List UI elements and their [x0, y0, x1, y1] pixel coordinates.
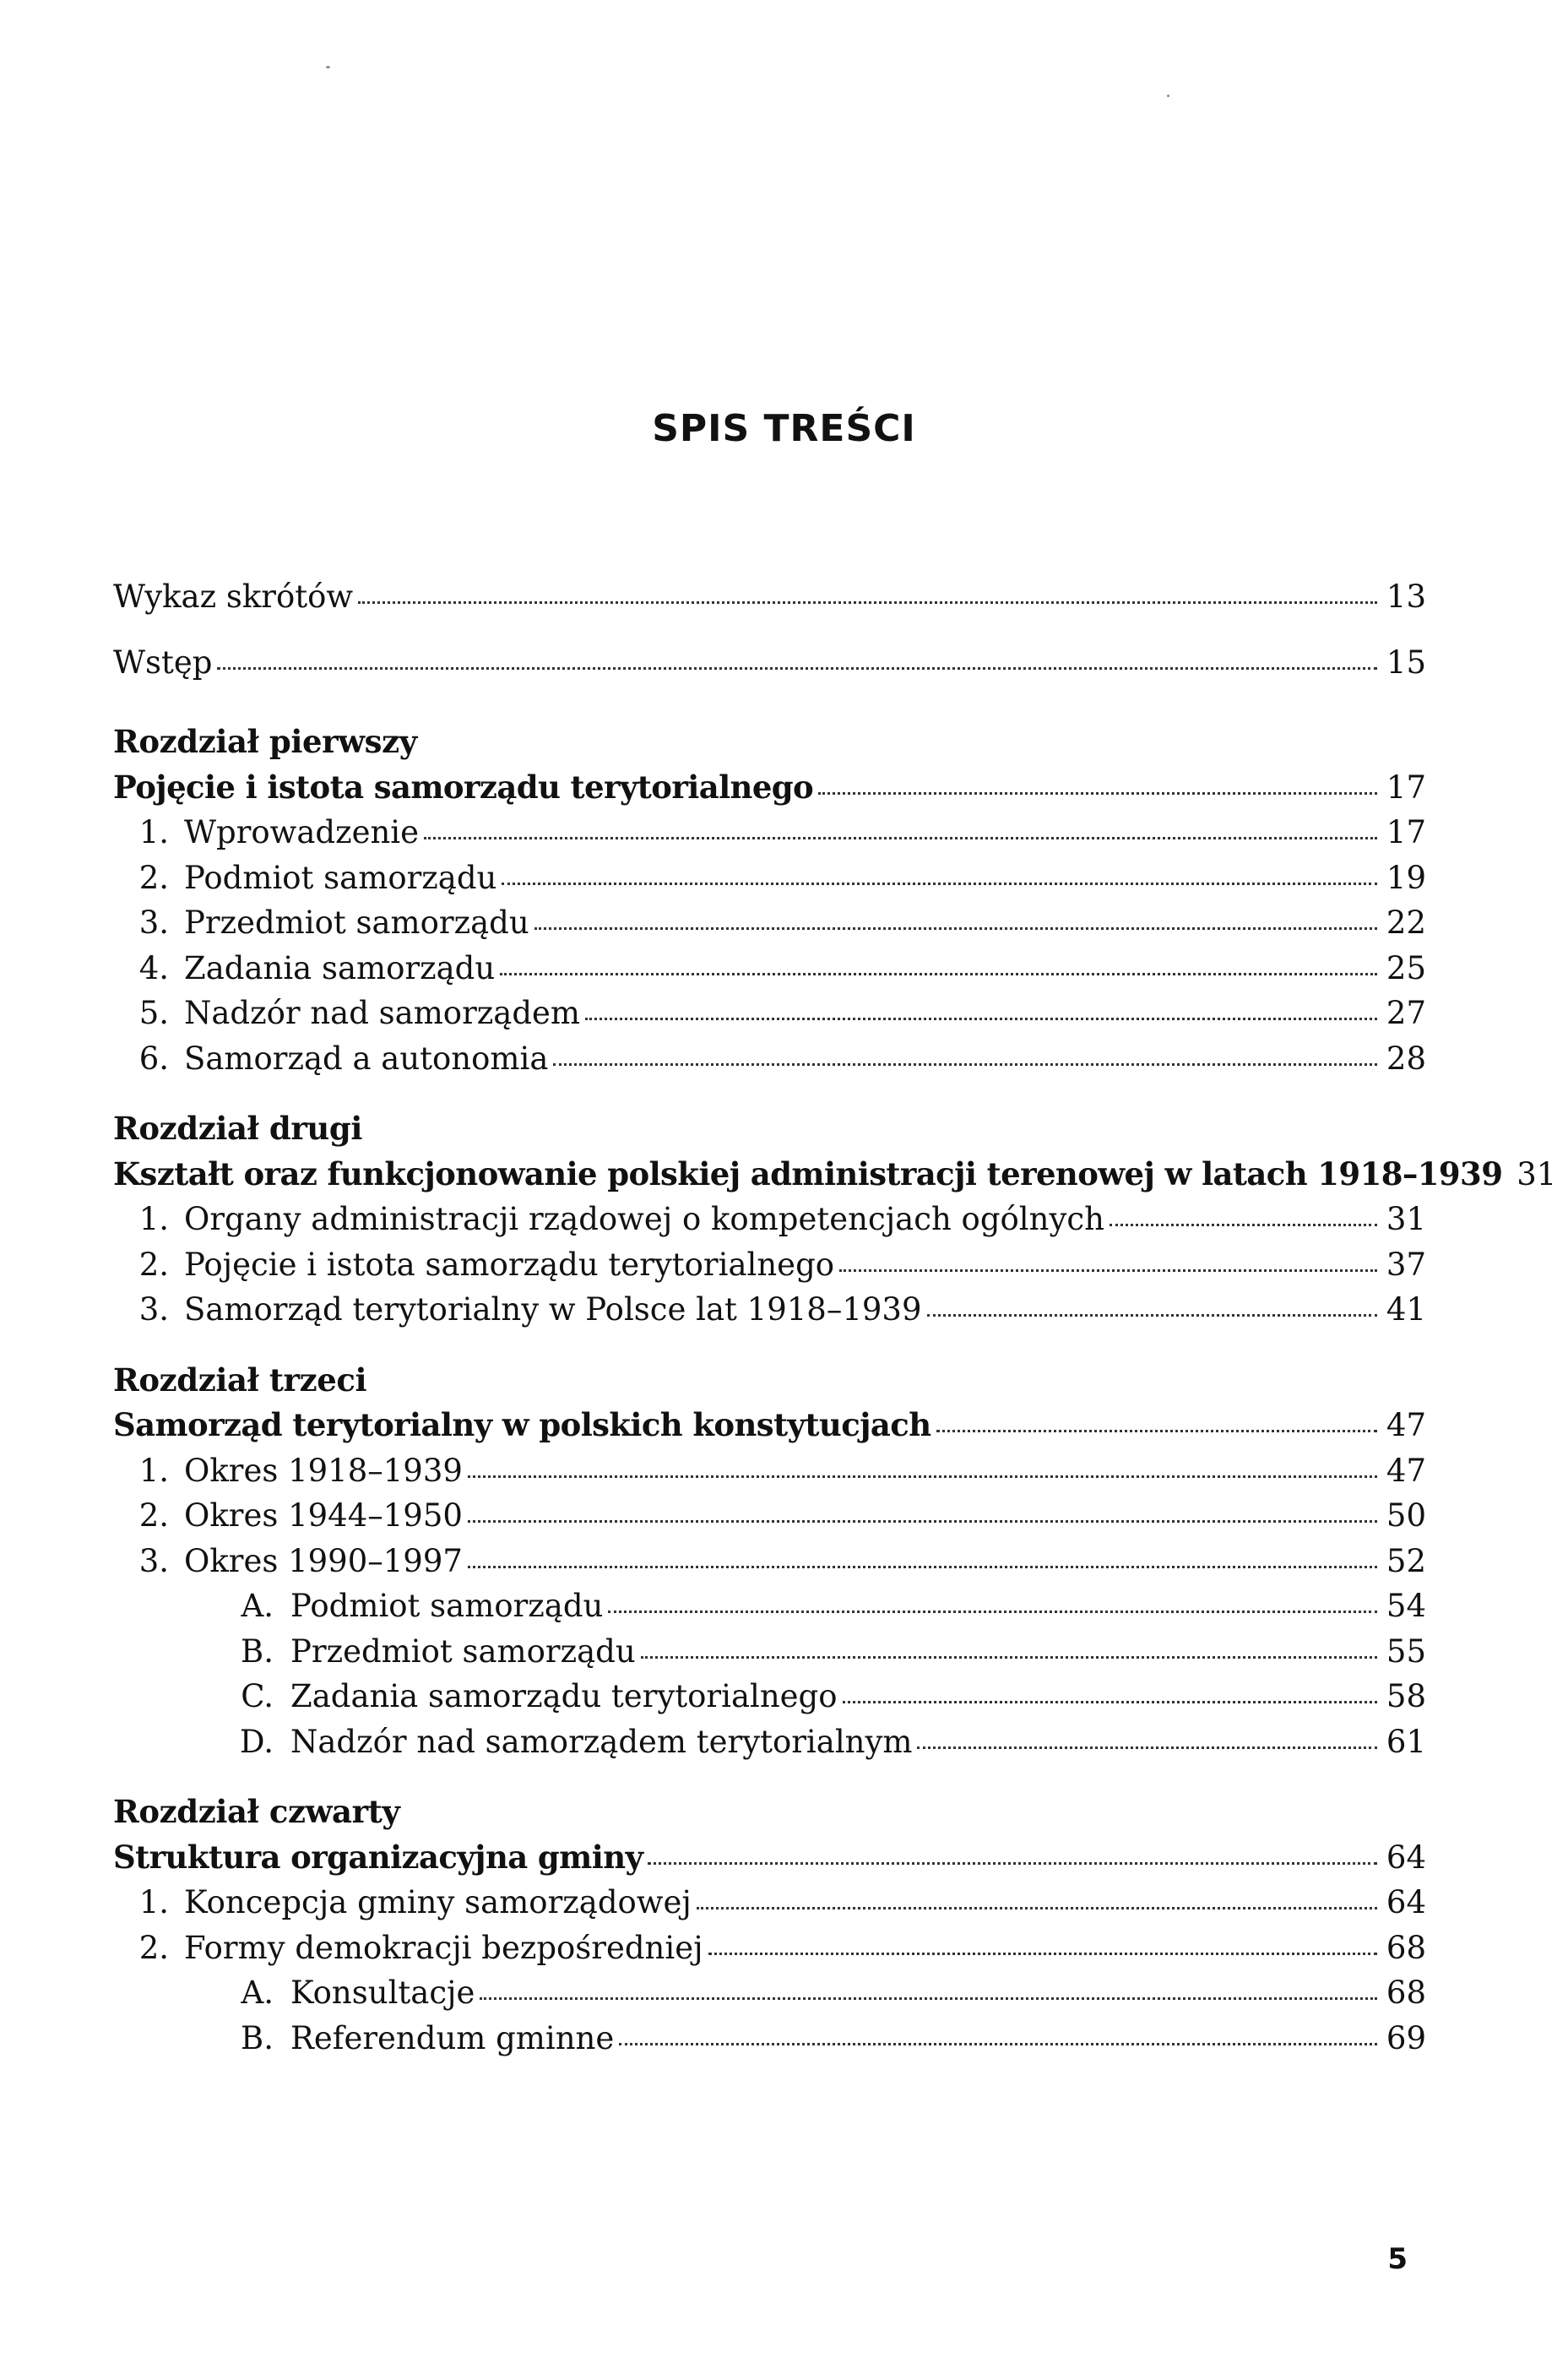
chapter-label: Rozdział trzeci — [113, 1361, 367, 1399]
chapter-title-entry[interactable] — [113, 1403, 1426, 1448]
entry-number: 1. — [138, 814, 169, 850]
toc-entry[interactable] — [113, 1493, 1426, 1539]
toc-entry-page: 52 — [1386, 1542, 1426, 1579]
toc-entry-abbreviations[interactable] — [113, 564, 1426, 630]
entry-number: 6. — [138, 1040, 169, 1077]
toc-entry-page: 55 — [1386, 1632, 1426, 1670]
chapter-title-entry[interactable] — [113, 765, 1426, 811]
toc-entry-page: 27 — [1386, 995, 1426, 1031]
toc-entry-page: 47 — [1386, 1452, 1426, 1489]
dot-leader — [585, 1018, 1377, 1020]
dot-leader — [424, 837, 1377, 839]
entry-number: 4. — [138, 949, 169, 986]
toc-entry[interactable] — [113, 946, 1426, 991]
toc-entry-page: 31 — [1516, 1155, 1557, 1192]
dot-leader — [553, 1063, 1377, 1066]
toc-entry-page: 41 — [1386, 1291, 1426, 1328]
chapter-label: Rozdział czwarty — [113, 1793, 400, 1830]
toc-entry-label: Okres 1944–1950 — [184, 1497, 463, 1534]
toc-entry-page: 61 — [1386, 1723, 1426, 1760]
toc-entry-label: Okres 1990–1997 — [184, 1542, 463, 1579]
subentry-letter: A. — [241, 1975, 274, 2011]
dot-leader — [534, 927, 1377, 930]
toc-entry-label: Wstęp — [113, 644, 213, 681]
toc-entry-label: Formy demokracji bezpośredniej — [184, 1929, 703, 1966]
entry-number: 2. — [138, 1497, 169, 1534]
dot-leader — [917, 1746, 1377, 1749]
table-of-contents — [113, 564, 1557, 2061]
toc-entry-page: 58 — [1386, 1678, 1426, 1714]
entry-number: 1. — [138, 1884, 169, 1920]
toc-entry-page: 17 — [1386, 814, 1426, 850]
dot-leader — [648, 1862, 1377, 1865]
toc-entry-page: 25 — [1386, 949, 1426, 986]
dot-leader — [927, 1314, 1377, 1317]
entry-number: 2. — [138, 859, 169, 896]
toc-entry-page: 28 — [1386, 1040, 1426, 1077]
toc-entry[interactable] — [113, 1880, 1426, 1926]
chapter-title-entry[interactable] — [113, 1152, 1557, 1198]
toc-entry-page: 17 — [1386, 769, 1426, 806]
dot-leader — [1110, 1224, 1377, 1226]
entry-number: 5. — [138, 995, 169, 1031]
dot-leader — [468, 1566, 1377, 1568]
toc-entry-page: 31 — [1386, 1201, 1426, 1237]
toc-entry-page: 22 — [1386, 904, 1426, 941]
toc-subentry[interactable] — [113, 1970, 1426, 2016]
toc-entry[interactable] — [113, 1197, 1426, 1242]
toc-entry-page: 15 — [1386, 644, 1426, 681]
chapter-label: Rozdział pierwszy — [113, 723, 417, 760]
dot-leader — [839, 1269, 1377, 1272]
toc-entry-page: 19 — [1386, 859, 1426, 896]
toc-subentry[interactable] — [113, 1629, 1426, 1675]
toc-entry-label: Koncepcja gminy samorządowej — [184, 1884, 692, 1920]
toc-entry-label: Nadzór nad samorządem — [184, 995, 580, 1031]
toc-entry-label: Samorząd a autonomia — [184, 1040, 549, 1077]
chapter-title-entry[interactable] — [113, 1835, 1426, 1881]
dot-leader — [641, 1656, 1377, 1659]
toc-entry[interactable] — [113, 1539, 1426, 1584]
dot-leader — [936, 1430, 1377, 1432]
dot-leader — [480, 1997, 1377, 2000]
toc-entry-label: Podmiot samorządu — [184, 859, 497, 896]
chapter-label: Rozdział drugi — [113, 1110, 363, 1147]
entry-number: 3. — [138, 1542, 169, 1579]
dot-leader — [468, 1520, 1377, 1523]
toc-entry-page: 13 — [1386, 579, 1426, 615]
dot-leader — [608, 1611, 1377, 1613]
dot-leader — [358, 601, 1377, 604]
dot-leader — [217, 667, 1377, 670]
toc-entry-page: 50 — [1386, 1497, 1426, 1534]
toc-entry-label: Samorząd terytorialny w Polsce lat 1918–1939 — [184, 1291, 922, 1328]
dot-leader — [818, 792, 1377, 795]
entry-number: 3. — [138, 904, 169, 941]
dot-leader — [468, 1475, 1377, 1478]
toc-entry-page: 37 — [1386, 1246, 1426, 1283]
toc-entry[interactable] — [113, 1448, 1426, 1494]
toc-entry-label: Podmiot samorządu — [290, 1588, 604, 1624]
toc-entry[interactable] — [113, 991, 1426, 1036]
toc-subentry[interactable] — [113, 1674, 1426, 1719]
chapter-title: Struktura organizacyjna gminy — [113, 1838, 643, 1876]
entry-number: 1. — [138, 1201, 169, 1237]
toc-entry-page: 47 — [1386, 1407, 1426, 1443]
toc-entry-label: Nadzór nad samorządem terytorialnym — [290, 1723, 913, 1760]
dot-leader — [843, 1701, 1377, 1703]
entry-number: 2. — [138, 1246, 169, 1283]
toc-entry-label: Wykaz skrótów — [113, 579, 354, 615]
dot-leader — [697, 1907, 1377, 1909]
toc-entry-label: Konsultacje — [290, 1975, 475, 2011]
toc-entry-label: Pojęcie i istota samorządu terytorialnego — [184, 1246, 835, 1283]
toc-entry-label: Przedmiot samorządu — [184, 904, 529, 941]
toc-entry[interactable] — [113, 1287, 1426, 1333]
toc-entry-label: Zadania samorządu terytorialnego — [290, 1678, 838, 1714]
toc-entry-page: 64 — [1386, 1839, 1426, 1876]
page-number: 5 — [1387, 2242, 1408, 2276]
toc-subentry[interactable] — [113, 1583, 1426, 1629]
dot-leader — [619, 2043, 1377, 2045]
toc-entry-introduction[interactable] — [113, 630, 1426, 696]
toc-subentry[interactable] — [113, 1719, 1426, 1765]
subentry-letter: B. — [241, 1632, 274, 1670]
subentry-letter: B. — [241, 2019, 274, 2056]
toc-entry[interactable] — [113, 900, 1426, 946]
dot-leader — [502, 883, 1377, 885]
toc-entry[interactable] — [113, 1242, 1426, 1288]
toc-entry[interactable] — [113, 1926, 1426, 1971]
subentry-letter: C. — [241, 1678, 274, 1714]
toc-entry-label: Okres 1918–1939 — [184, 1452, 463, 1489]
subentry-letter: D. — [239, 1723, 274, 1760]
entry-number: 3. — [138, 1291, 169, 1328]
page-title: SPIS TREŚCI — [652, 407, 916, 450]
toc-entry[interactable] — [113, 856, 1426, 901]
chapter-title: Kształt oraz funkcjonowanie polskiej administracji terenowej w latach 1918–1939 — [113, 1154, 1503, 1192]
subentry-letter: A. — [241, 1588, 274, 1624]
entry-number: 2. — [138, 1929, 169, 1966]
toc-entry-label: Organy administracji rządowej o kompetencjach ogólnych — [184, 1201, 1104, 1237]
entry-number: 1. — [138, 1452, 169, 1489]
chapter-title: Samorząd terytorialny w polskich konstytucjach — [113, 1406, 931, 1443]
scan-speck — [1167, 95, 1169, 97]
toc-entry[interactable] — [113, 1036, 1426, 1082]
toc-entry-page: 69 — [1386, 2019, 1426, 2056]
toc-entry[interactable] — [113, 810, 1426, 856]
toc-entry-label: Zadania samorządu — [184, 949, 496, 986]
toc-entry-page: 68 — [1386, 1975, 1426, 2011]
toc-entry-label: Przedmiot samorządu — [290, 1632, 636, 1670]
dot-leader — [708, 1953, 1377, 1955]
chapter-title: Pojęcie i istota samorządu terytorialnego — [113, 768, 814, 806]
toc-entry-page: 54 — [1386, 1588, 1426, 1624]
dot-leader — [500, 973, 1377, 975]
toc-entry-page: 68 — [1386, 1929, 1426, 1966]
toc-subentry[interactable] — [113, 2016, 1426, 2062]
toc-entry-label: Referendum gminne — [290, 2019, 615, 2056]
toc-entry-page: 64 — [1386, 1884, 1426, 1920]
scan-speck — [326, 66, 330, 68]
toc-entry-label: Wprowadzenie — [184, 814, 420, 850]
